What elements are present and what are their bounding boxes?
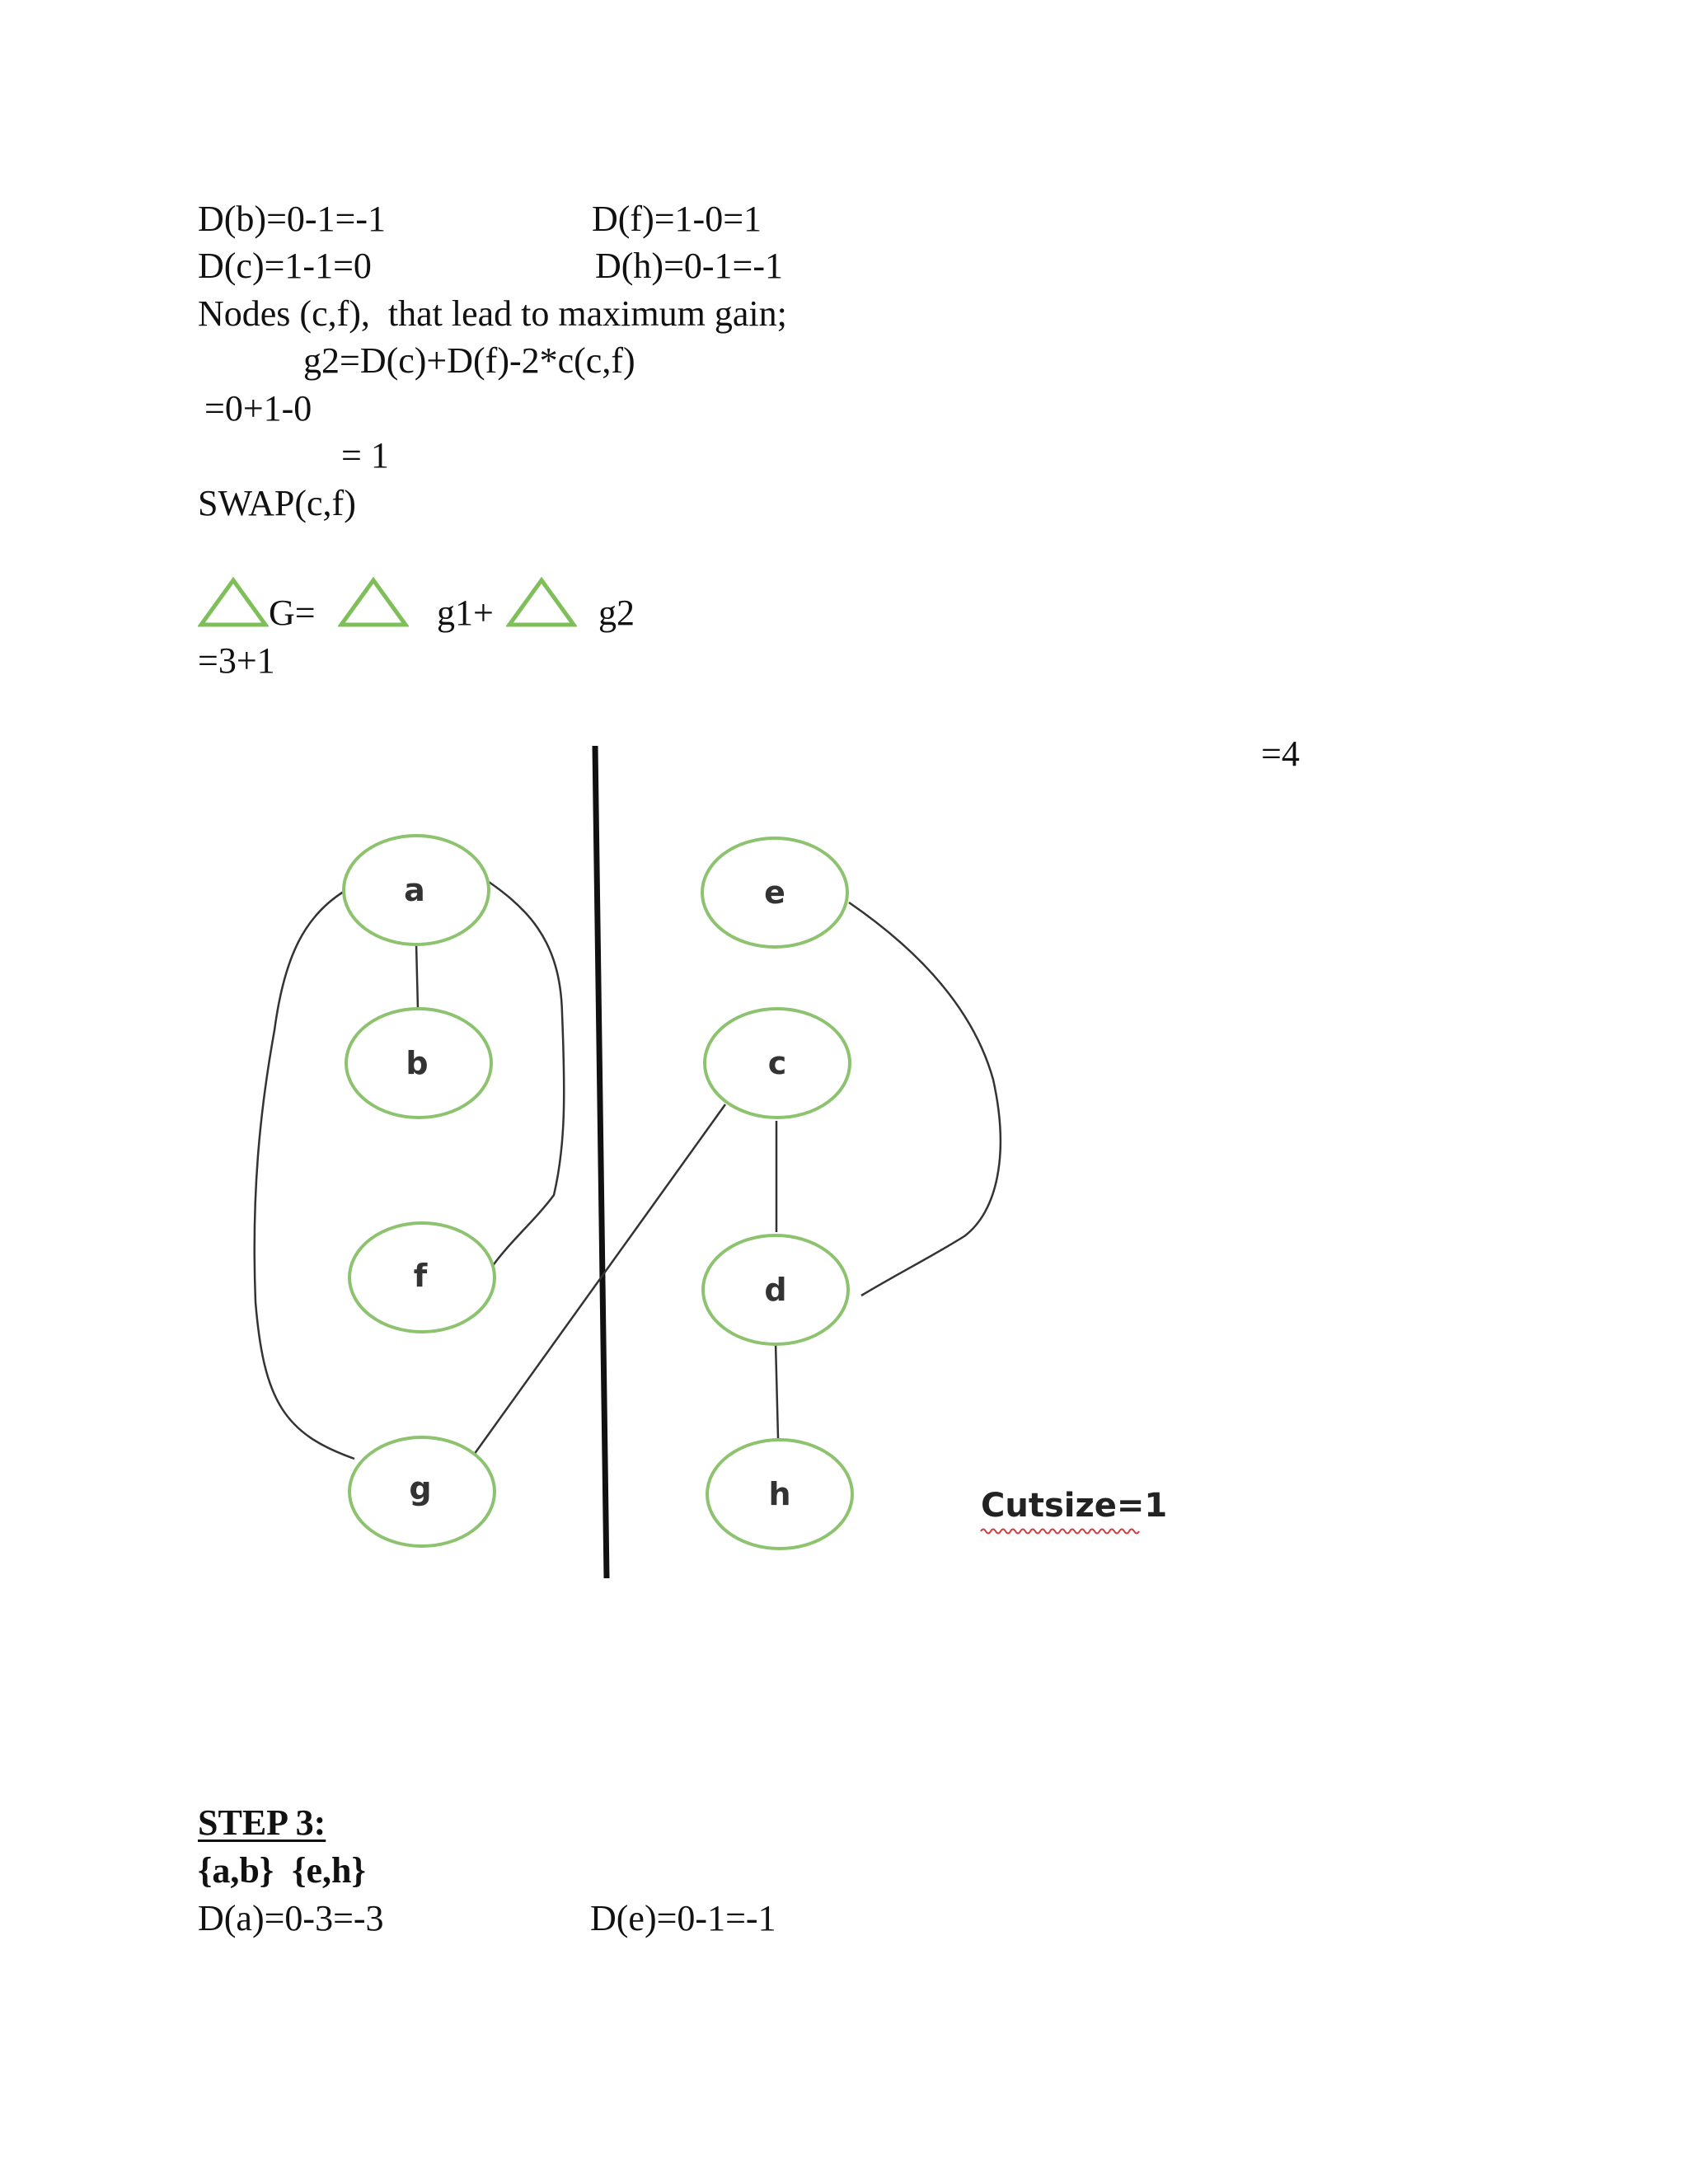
delta-g2-label: g2: [598, 593, 635, 633]
cutsize-label: Cutsize=1: [981, 1487, 1168, 1525]
g2-calculation: =0+1-0: [204, 388, 312, 429]
delta-g-label: G=: [269, 593, 316, 633]
d-e-line: D(e)=0-1=-1: [590, 1898, 776, 1938]
d-f-line: D(f)=1-0=1: [592, 199, 762, 239]
g2-formula: g2=D(c)+D(f)-2*c(c,f): [303, 340, 635, 381]
g2-result: = 1: [341, 435, 389, 476]
step3-sets: {a,b} {e,h}: [198, 1850, 366, 1891]
d-c-line: D(c)=1-1=0: [198, 246, 372, 286]
edge-e-d: [849, 902, 1001, 1296]
nodes-max-gain-line: Nodes (c,f), that lead to maximum gain;: [198, 293, 787, 334]
sum-result: =4: [1261, 733, 1300, 774]
partition-divider: [595, 746, 607, 1578]
node-label-a: a: [404, 872, 425, 908]
sum-calculation: =3+1: [198, 640, 275, 681]
node-label-f: f: [413, 1258, 428, 1294]
edge-a-g: [255, 890, 354, 1459]
node-label-c: c: [767, 1045, 787, 1081]
edge-a-b: [416, 944, 418, 1010]
swap-line: SWAP(c,f): [198, 483, 356, 523]
node-label-g: g: [409, 1470, 432, 1507]
spellcheck-squiggle: [981, 1530, 1139, 1534]
step3-heading: STEP 3:: [198, 1802, 326, 1843]
d-h-line: D(h)=0-1=-1: [595, 246, 784, 286]
node-label-h: h: [768, 1476, 791, 1512]
node-label-d: d: [764, 1272, 787, 1308]
d-b-line: D(b)=0-1=-1: [198, 199, 387, 239]
d-a-line: D(a)=0-3=-3: [198, 1898, 384, 1938]
node-label-b: b: [406, 1045, 429, 1081]
node-label-e: e: [764, 874, 785, 911]
delta-g1-label: g1+: [437, 593, 494, 633]
